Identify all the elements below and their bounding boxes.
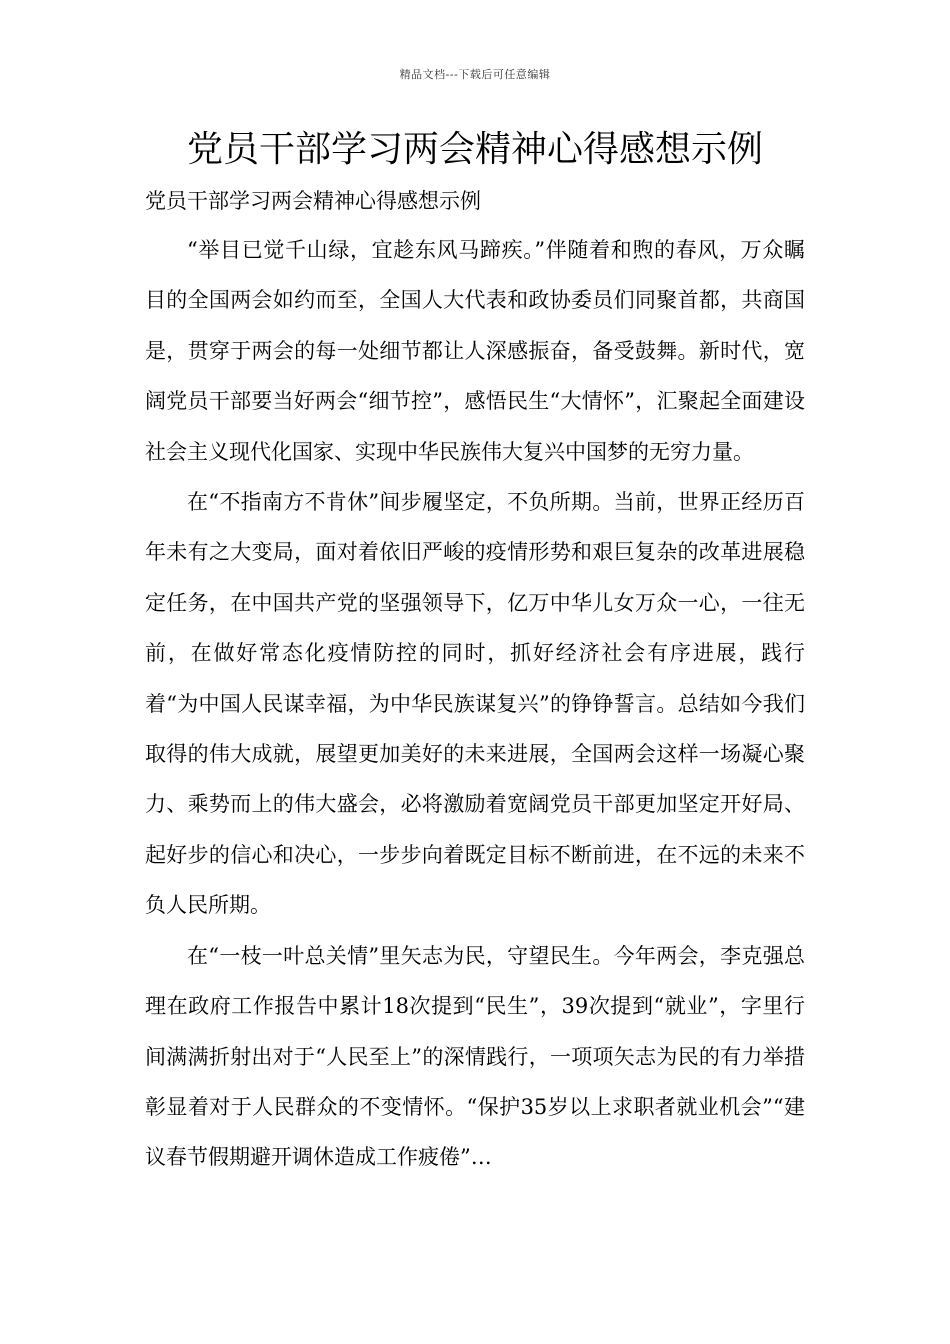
paragraph-3: 在“一枝一叶总关情”里矢志为民，守望民生。今年两会，李克强总理在政府工作报告中累计18次提到“民生”，39次提到“就业”，字里行间满满折射出对于“人民至上”的深情践行，一项项矢志为民的有力举措彰显着对于人民群众的不变情怀。“保护35岁以上求职者就业机会”“建议春节假期避开调休造成工作疲倦”… <box>145 943 805 1170</box>
paragraph-2: 在“不指南方不肯休”间步履坚定，不负所期。当前，世界正经历百年未有之大变局，面对着依旧严峻的疫情形势和艰巨复杂的改革进展稳定任务，在中国共产党的坚强领导下，亿万中华儿女万众一心，一往无前，在做好常态化疫情防控的同时，抓好经济社会有序进展，践行着“为中国人民谋幸福，为中华民族谋复兴”的铮铮誓言。总结如今我们取得的伟大成就，展望更加美好的未来进展，全国两会这样一场凝心聚力、乘势而上的伟大盛会，必将激励着宽阔党员干部更加坚定开好局、起好步的信心和决心，一步步向着既定目标不断前进，在不远的未来不负人民所期。 <box>145 490 805 918</box>
document-subtitle: 党员干部学习两会精神心得感想示例 <box>145 189 481 213</box>
document-body <box>145 225 805 1183</box>
document-title: 党员干部学习两会精神心得感想示例 <box>186 129 763 170</box>
header-note: 精品文档---下载后可任意编辑 <box>399 68 551 81</box>
paragraph-1: “举目已觉千山绿，宜趁东风马蹄疾。”伴随着和煦的春风，万众瞩目的全国两会如约而至，全国人大代表和政协委员们同聚首都，共商国是，贯穿于两会的每一处细节都让人深感振奋，备受鼓舞。新时代，宽阔党员干部要当好两会“细节控”，感悟民生“大情怀”，汇聚起全面建设社会主义现代化国家、实现中华民族伟大复兴中国梦的无穷力量。 <box>145 238 805 464</box>
